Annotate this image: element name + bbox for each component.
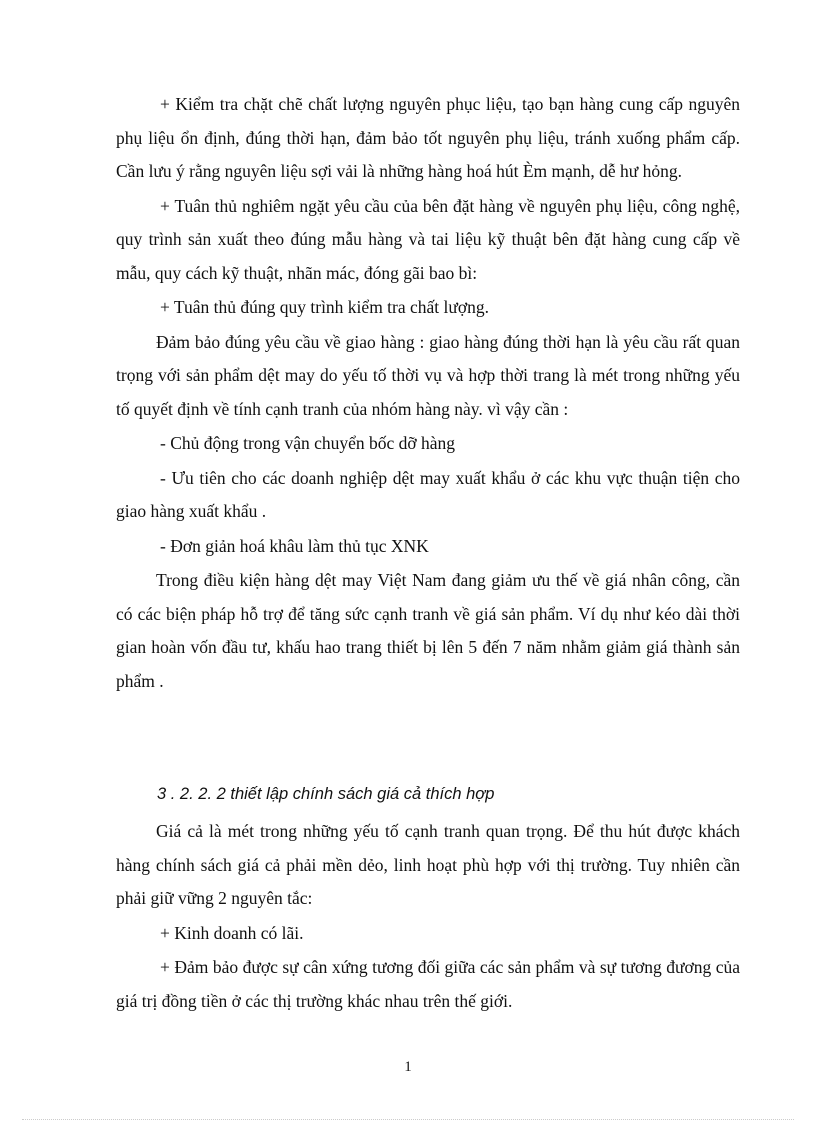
page-bottom-divider bbox=[22, 1119, 794, 1120]
paragraph-quality-control: + Kiểm tra chặt chẽ chất lượng nguyên phục liệu, tạo bạn hàng cung cấp nguyên phụ liệu ổn định, đúng thời hạn, đảm bảo tốt nguyên phụ liệu, tránh xuống phẩm cấp. Cần lưu ý rằng nguyên liệu sợi vải là những hàng hoá hút Èm mạnh, dễ hư hỏng. bbox=[116, 94, 740, 181]
paragraph-price-competition: Trong điều kiện hàng dệt may Việt Nam đang giảm ưu thế về giá nhân công, cần có các biện pháp hỗ trợ để tăng sức cạnh tranh về giá sản phẩm. Ví dụ như kéo dài thời gian hoàn vốn đầu tư, khấu hao trang thiết bị lên 5 đến 7 năm nhằm giảm giá thành sản phẩm . bbox=[116, 570, 740, 691]
paragraph-order-requirements: + Tuân thủ nghiêm ngặt yêu cầu của bên đặt hàng về nguyên phụ liệu, công nghệ, quy trình sản xuất theo đúng mẫu hàng và tai liệu kỹ thuật bên đặt hàng cung cấp về mẫu, quy cách kỹ thuật, nhãn mác, đóng gãi bao bì: bbox=[116, 195, 740, 283]
paragraph-price-balance: + Đảm bảo được sự cân xứng tương đối giữa các sản phẩm và sự tương đương của giá trị đồng tiền ở các thị trường khác nhau trên thế giới. bbox=[116, 957, 740, 1011]
paragraph-simplify-procedures: - Đơn giản hoá khâu làm thủ tục XNK bbox=[160, 535, 429, 556]
page-number: 1 bbox=[404, 1059, 412, 1075]
paragraph-profitable-business: + Kinh doanh có lãi. bbox=[160, 922, 304, 943]
paragraph-pricing-policy: Giá cả là mét trong những yếu tố cạnh tranh quan trọng. Để thu hút được khách hàng chính sách giá cả phải mền dẻo, linh hoạt phù hợp với thị trường. Tuy nhiên cần phải giữ vững 2 nguyên tắc: bbox=[116, 821, 740, 908]
paragraph-delivery-requirements: Đảm bảo đúng yêu cầu về giao hàng : giao hàng đúng thời hạn là yêu cầu rất quan trọng với sản phẩm dệt may do yếu tố thời vụ và hợp thời trang là mét trong những yếu tố quyết định về tính cạnh tranh của nhóm hàng này. vì vậy cần : bbox=[116, 331, 740, 419]
section-heading: 3 . 2. 2. 2 thiết lập chính sách giá cả thích hợp bbox=[157, 785, 495, 803]
paragraph-proactive-transport: - Chủ động trong vận chuyển bốc dỡ hàng bbox=[160, 433, 456, 453]
body-text-top bbox=[116, 88, 740, 698]
paragraph-priority-enterprises: - Ưu tiên cho các doanh nghiệp dệt may xuất khẩu ở các khu vực thuận tiện cho giao hàng xuất khẩu . bbox=[116, 467, 740, 521]
body-text-bottom bbox=[116, 815, 740, 1018]
paragraph-inspection-process: + Tuân thủ đúng quy trình kiểm tra chất lượng. bbox=[160, 297, 490, 317]
